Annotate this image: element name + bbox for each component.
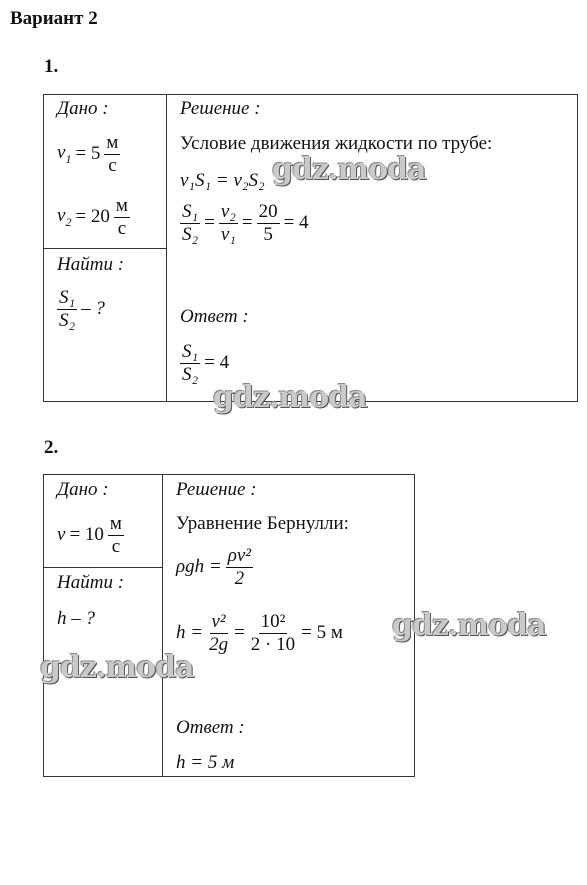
problem-2-v: v = 10 $\frac{м}{с}$ [57,513,122,557]
problem-1-v1: $v_1$ = 5 $\frac{м}{с}$ [57,132,119,176]
problem-2-equation-1: ρgh = $\frac{\text{ρv²}}{2}$ [176,545,251,589]
problem-1-given-label: Дано : [57,98,109,119]
problem-2-answer-label: Ответ : [176,717,245,738]
watermark: gdz.moda [213,380,367,415]
problem-2-solution-label: Решение : [176,479,257,500]
problem-2-number: 2. [44,437,59,458]
problem-1-solution-text: Условие движения жидкости по трубе: [180,133,493,154]
problem-1-given-divider [43,248,167,249]
page-title: Вариант 2 [10,8,98,29]
watermark: gdz.moda [272,152,426,187]
problem-1-answer-label: Ответ : [180,306,249,327]
problem-2-answer: h = 5 м [176,752,235,773]
problem-1-solution-label: Решение : [180,98,261,119]
problem-2-given-divider [43,567,163,568]
problem-2-equation-2: h = $\frac{\text{v²}}{2g}$ = $\frac{\text{10²}}{2 \cdot 10}$ = 5 м [176,611,343,655]
problem-1-equation-1: v₁S₁ = v₂S₂ [180,170,265,191]
problem-1-answer: $\frac{\text{S₁}}{\text{S₂}}$ = 4 [182,341,230,385]
problem-1-v2: $v_2$ = 20 $\frac{м}{с}$ [57,195,128,239]
problem-2-divider [162,474,163,777]
problem-1-find-label: Найти : [57,254,125,275]
problem-1-find: $\frac{\text{S₁}}{\text{S₂}}$ – ? [59,287,105,331]
problem-2-find: h – ? [57,608,95,629]
watermark: gdz.moda [40,650,194,685]
problem-2-find-label: Найти : [57,572,125,593]
problem-2-given-label: Дано : [57,479,109,500]
problem-2-solution-text: Уравнение Бернулли: [176,513,349,534]
problem-1-equation-2: $\frac{\text{S₁}}{\text{S₂}}$ = $\frac{\text{v₂}}{\text{v₁}}$ = $\frac{20}{5}$ = 4 [182,201,309,245]
watermark: gdz.moda [392,608,546,643]
problem-1-number: 1. [44,56,59,77]
